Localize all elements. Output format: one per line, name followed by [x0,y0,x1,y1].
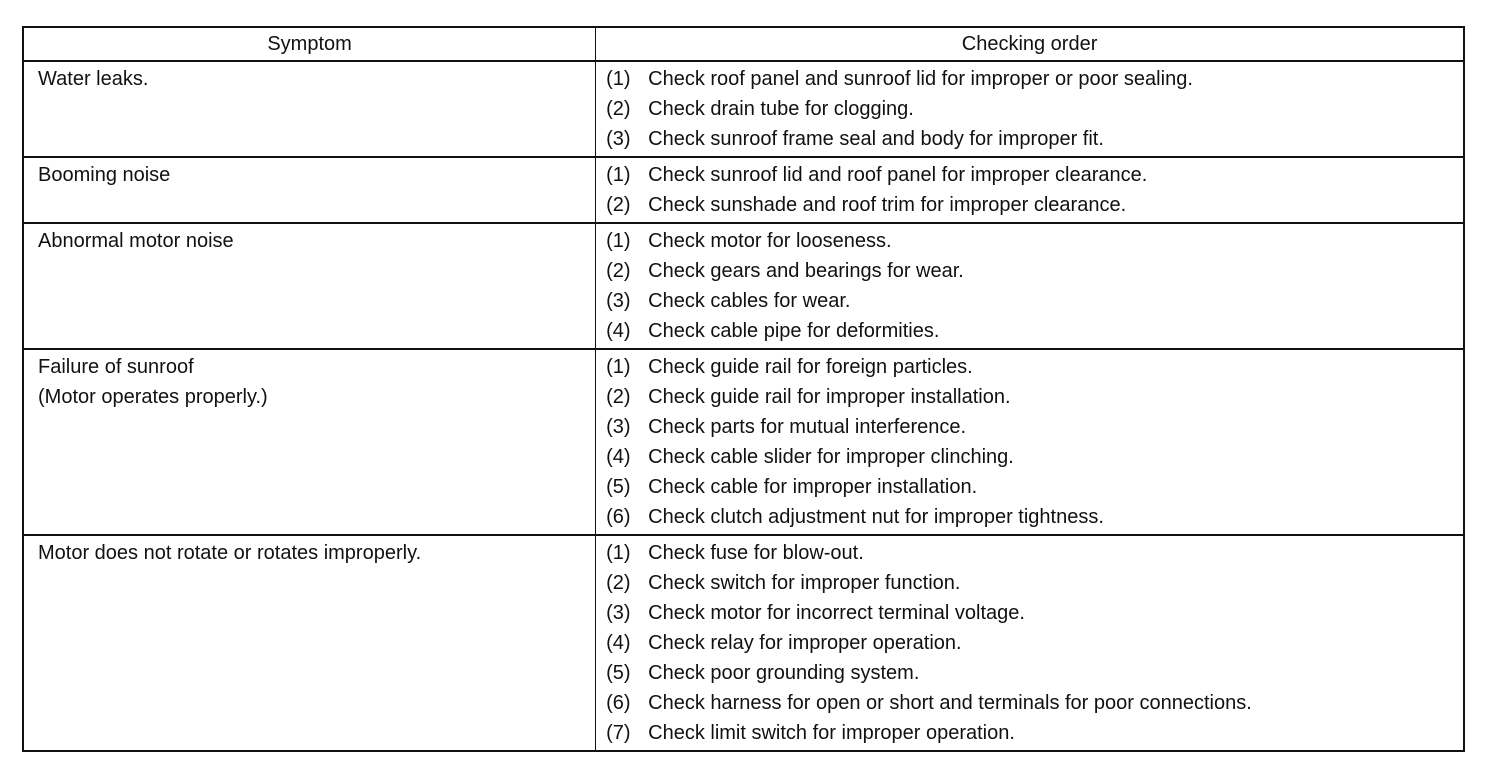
check-text: Check switch for improper function. [648,572,961,594]
symptom-cell [23,535,596,751]
check-item [606,316,1463,346]
check-number: (6) [606,692,631,714]
check-number: (1) [606,68,631,90]
check-text: Check cables for wear. [648,290,851,312]
check-text: Check fuse for blow-out. [648,542,864,564]
check-list [596,158,1463,222]
check-number: (2) [606,194,631,216]
check-text: Check guide rail for improper installation. [648,386,1011,408]
check-text: Check sunshade and roof trim for improper clearance. [648,194,1127,216]
check-item [606,124,1463,154]
check-list [596,62,1463,156]
check-number: (1) [606,230,631,252]
check-text: Check motor for incorrect terminal voltage. [648,602,1025,624]
check-text: Check poor grounding system. [648,662,920,684]
check-item [606,286,1463,316]
check-number: (4) [606,446,631,468]
check-item [606,658,1463,688]
check-item [606,598,1463,628]
check-text: Check parts for mutual interference. [648,416,967,438]
check-text: Check relay for improper operation. [648,632,962,654]
check-text: Check cable for improper installation. [648,476,978,498]
table-row [23,157,1464,223]
check-number: (3) [606,290,631,312]
symptom-text: Water leaks. [38,68,149,90]
check-number: (3) [606,602,631,624]
check-number: (1) [606,356,631,378]
check-number: (1) [606,542,631,564]
check-item [606,502,1463,532]
check-number: (2) [606,260,631,282]
check-list [596,224,1463,348]
symptom-cell [23,157,596,223]
checking-order-cell [596,535,1464,751]
check-number: (5) [606,476,631,498]
check-item [606,472,1463,502]
check-number: (3) [606,128,631,150]
check-text: Check drain tube for clogging. [648,98,914,120]
table-row [23,535,1464,751]
check-number: (4) [606,632,631,654]
check-list [596,536,1463,750]
troubleshooting-table [22,26,1465,752]
check-number: (6) [606,506,631,528]
symptom-text: Failure of sunroof [38,356,194,378]
check-number: (7) [606,722,631,744]
symptom-cell [23,61,596,157]
check-item [606,538,1463,568]
check-text: Check roof panel and sunroof lid for improper or poor sealing. [648,68,1193,90]
check-text: Check limit switch for improper operation. [648,722,1015,744]
symptom-cell [23,349,596,535]
check-item [606,442,1463,472]
check-text: Check cable slider for improper clinching. [648,446,1014,468]
checking-order-cell [596,223,1464,349]
symptom-text: Booming noise [38,164,171,186]
symptom-text: Abnormal motor noise [38,230,234,252]
check-item [606,94,1463,124]
checking-order-cell [596,157,1464,223]
check-text: Check guide rail for foreign particles. [648,356,973,378]
check-number: (3) [606,416,631,438]
check-text: Check sunroof frame seal and body for improper fit. [648,128,1104,150]
check-number: (1) [606,164,631,186]
check-item [606,382,1463,412]
check-text: Check gears and bearings for wear. [648,260,964,282]
symptom-text: Motor does not rotate or rotates improperly. [38,542,422,564]
header-checking-order: Checking order [596,27,1464,61]
check-text: Check cable pipe for deformities. [648,320,940,342]
check-list [596,350,1463,534]
check-item [606,718,1463,748]
check-number: (5) [606,662,631,684]
check-text: Check motor for looseness. [648,230,892,252]
check-item [606,226,1463,256]
check-text: Check harness for open or short and terminals for poor connections. [648,692,1252,714]
table-body [23,61,1464,751]
table-header-row [23,27,1464,61]
check-item [606,160,1463,190]
check-item [606,256,1463,286]
check-number: (2) [606,386,631,408]
check-item [606,412,1463,442]
table-row [23,223,1464,349]
check-number: (4) [606,320,631,342]
header-symptom: Symptom [23,27,596,61]
check-number: (2) [606,98,631,120]
check-number: (2) [606,572,631,594]
table-row [23,61,1464,157]
check-item [606,64,1463,94]
checking-order-cell [596,61,1464,157]
check-item [606,352,1463,382]
checking-order-cell [596,349,1464,535]
check-item [606,190,1463,220]
check-item [606,688,1463,718]
symptom-text: (Motor operates properly.) [38,386,268,408]
check-item [606,628,1463,658]
check-text: Check clutch adjustment nut for improper tightness. [648,506,1104,528]
table-row [23,349,1464,535]
symptom-cell [23,223,596,349]
check-text: Check sunroof lid and roof panel for improper clearance. [648,164,1148,186]
check-item [606,568,1463,598]
